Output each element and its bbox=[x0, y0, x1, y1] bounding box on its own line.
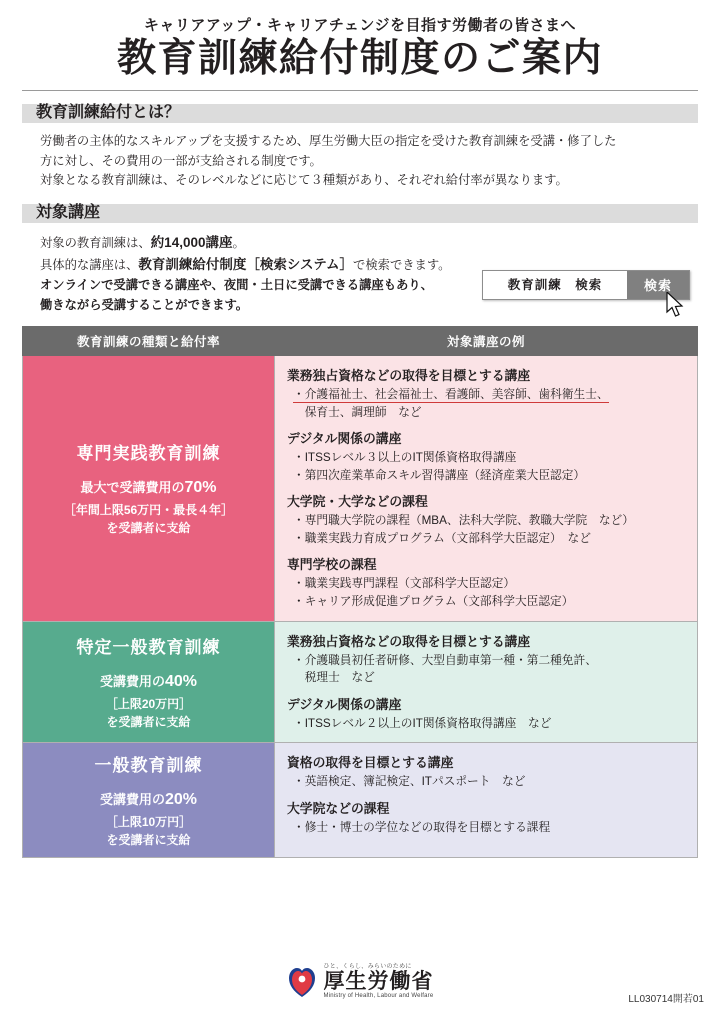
page-title: 教育訓練給付制度のご案内 bbox=[116, 37, 603, 80]
category-rate-value: 40% bbox=[164, 673, 198, 690]
example-group bbox=[287, 554, 687, 610]
examples-cell-general bbox=[275, 743, 698, 858]
example-group-title: デジタル関係の講座 bbox=[287, 696, 402, 712]
category-cell-general bbox=[23, 743, 275, 858]
section-heading-courses-label: 対象講座 bbox=[36, 204, 101, 222]
courses-line-1 bbox=[40, 232, 698, 254]
training-types-table bbox=[22, 326, 698, 858]
section-about-text bbox=[22, 130, 698, 192]
courses-line-1-prefix: 対象の教育訓練は、 bbox=[40, 236, 151, 251]
ministry-logo bbox=[0, 964, 720, 999]
category-name: 専門実践教育訓練 bbox=[76, 444, 221, 464]
category-cell-specific-general bbox=[23, 621, 275, 743]
example-group bbox=[287, 798, 687, 837]
courses-line-1-suffix: 。 bbox=[232, 236, 245, 251]
section-heading-bar bbox=[22, 204, 698, 223]
category-limit: ［年間上限56万円・最長４年］ bbox=[63, 503, 234, 518]
examples-cell-specialized bbox=[275, 356, 698, 621]
example-item: 税理士 など bbox=[293, 671, 375, 685]
course-count: 約14,000講座 bbox=[150, 235, 233, 251]
courses-line-3: オンラインで受講できる講座や、夜間・土日に受講できる講座もあり、 bbox=[40, 278, 433, 293]
example-item: ・介護職員初任者研修、大型自動車第一種・第二種免許、 bbox=[293, 653, 597, 667]
table-row bbox=[23, 356, 698, 621]
example-item: ・修士・博士の学位などの取得を目標とする課程 bbox=[293, 820, 551, 834]
example-group-title: 資格の取得を目標とする講座 bbox=[287, 755, 454, 771]
category-rate-prefix: 受講費用の bbox=[99, 674, 165, 689]
example-group-title: 大学院などの課程 bbox=[287, 800, 390, 816]
search-system-name: 教育訓練給付制度［検索システム］ bbox=[138, 257, 354, 273]
search-input[interactable]: 教育訓練 検索 bbox=[507, 278, 603, 293]
example-item: ・職業実践力育成プログラム（文部科学大臣認定） など bbox=[293, 531, 591, 545]
category-rate bbox=[27, 476, 270, 501]
example-group bbox=[287, 631, 687, 687]
header-subtitle: キャリアアップ・キャリアチェンジを目指す労働者の皆さまへ bbox=[143, 17, 577, 34]
search-row bbox=[40, 276, 698, 320]
example-group bbox=[287, 365, 687, 421]
page-footer bbox=[0, 964, 720, 999]
ministry-name-en: Ministry of Health, Labour and Welfare bbox=[323, 992, 434, 999]
about-line-2: 方に対し、その費用の一部が支給される制度です。 bbox=[40, 153, 322, 168]
table-row bbox=[23, 621, 698, 743]
about-line-1: 労働者の主体的なスキルアップを支援するため、厚生労働大臣の指定を受けた教育訓練を受講・修了した bbox=[40, 133, 617, 148]
example-item: ・専門職大学院の課程（MBA、法科大学院、教職大学院 など） bbox=[293, 514, 634, 528]
example-group bbox=[287, 752, 687, 791]
ministry-name: 厚生労働省 bbox=[323, 969, 434, 993]
category-rate-prefix: 最大で受講費用の bbox=[80, 480, 185, 496]
category-note: を受講者に支給 bbox=[106, 521, 191, 536]
category-note: を受講者に支給 bbox=[106, 714, 191, 729]
example-group-title: 専門学校の課程 bbox=[287, 557, 377, 573]
category-note: を受講者に支給 bbox=[106, 833, 191, 848]
search-button[interactable]: 検索 bbox=[627, 271, 689, 299]
example-group-title: 業務独占資格などの取得を目標とする講座 bbox=[287, 633, 531, 649]
table-header-examples: 対象講座の例 bbox=[275, 327, 698, 356]
courses-line-2-suffix: で検索できます。 bbox=[353, 258, 451, 273]
category-name: 一般教育訓練 bbox=[94, 756, 203, 776]
section-heading-about-label: 教育訓練給付とは？ bbox=[36, 103, 181, 121]
examples-cell-specific-general bbox=[275, 621, 698, 743]
header-divider bbox=[22, 90, 698, 91]
example-group bbox=[287, 491, 687, 547]
ministry-logo-text bbox=[324, 964, 434, 999]
example-item bbox=[287, 386, 687, 404]
example-item-text: ・介護福祉士、社会福祉士、看護師、美容師、歯科衛生士、 bbox=[293, 388, 609, 402]
section-heading-about bbox=[22, 100, 698, 126]
table-row bbox=[23, 743, 698, 858]
about-line-3: 対象となる教育訓練は、そのレベルなどに応じて３種類があり、それぞれ給付率が異なります。 bbox=[40, 173, 568, 188]
ministry-logo-icon bbox=[287, 966, 317, 998]
example-item: 保育士、調理師 など bbox=[293, 405, 422, 419]
example-group bbox=[287, 428, 687, 484]
example-item: ・英語検定、簿記検定、ITパスポート など bbox=[293, 775, 526, 789]
category-rate bbox=[27, 670, 270, 695]
table-header-type: 教育訓練の種類と給付率 bbox=[23, 327, 275, 356]
section-heading-courses bbox=[22, 200, 698, 226]
category-rate-value: 20% bbox=[164, 791, 198, 809]
example-item: ・ITSSレベル３以上のIT関係資格取得講座 bbox=[293, 451, 517, 465]
example-item: ・ITSSレベル２以上のIT関係資格取得講座 など bbox=[293, 716, 552, 730]
example-item: ・職業実践専門課程（文部科学大臣認定） bbox=[293, 577, 516, 591]
example-group-title: デジタル関係の講座 bbox=[287, 431, 402, 447]
mouse-cursor-icon bbox=[666, 292, 686, 318]
category-cell-specialized bbox=[23, 356, 275, 621]
example-group-title: 業務独占資格などの取得を目標とする講座 bbox=[287, 368, 531, 384]
category-rate bbox=[27, 788, 270, 813]
section-courses-text bbox=[22, 230, 698, 320]
page-header bbox=[22, 14, 698, 81]
document-code: LL030714開若01 bbox=[628, 994, 704, 1005]
courses-line-4: 働きながら受講することができます。 bbox=[40, 298, 249, 313]
courses-line-2-prefix: 具体的な講座は、 bbox=[40, 258, 139, 273]
example-item: ・キャリア形成促進プログラム（文部科学大臣認定） bbox=[293, 595, 574, 609]
category-limit: ［上限20万円］ bbox=[105, 696, 192, 711]
example-item: ・第四次産業革命スキル習得講座（経済産業大臣認定） bbox=[293, 468, 586, 482]
search-widget[interactable] bbox=[482, 270, 690, 300]
category-name: 特定一般教育訓練 bbox=[76, 638, 221, 657]
category-limit: ［上限10万円］ bbox=[105, 815, 192, 830]
table-header-row bbox=[23, 327, 698, 356]
example-group-title: 大学院・大学などの課程 bbox=[287, 494, 428, 510]
ministry-tagline: ひと、くらし、みらいのために bbox=[323, 964, 412, 971]
category-rate-value: 70% bbox=[184, 479, 217, 497]
category-rate-prefix: 受講費用の bbox=[99, 792, 165, 808]
example-group bbox=[287, 694, 687, 733]
